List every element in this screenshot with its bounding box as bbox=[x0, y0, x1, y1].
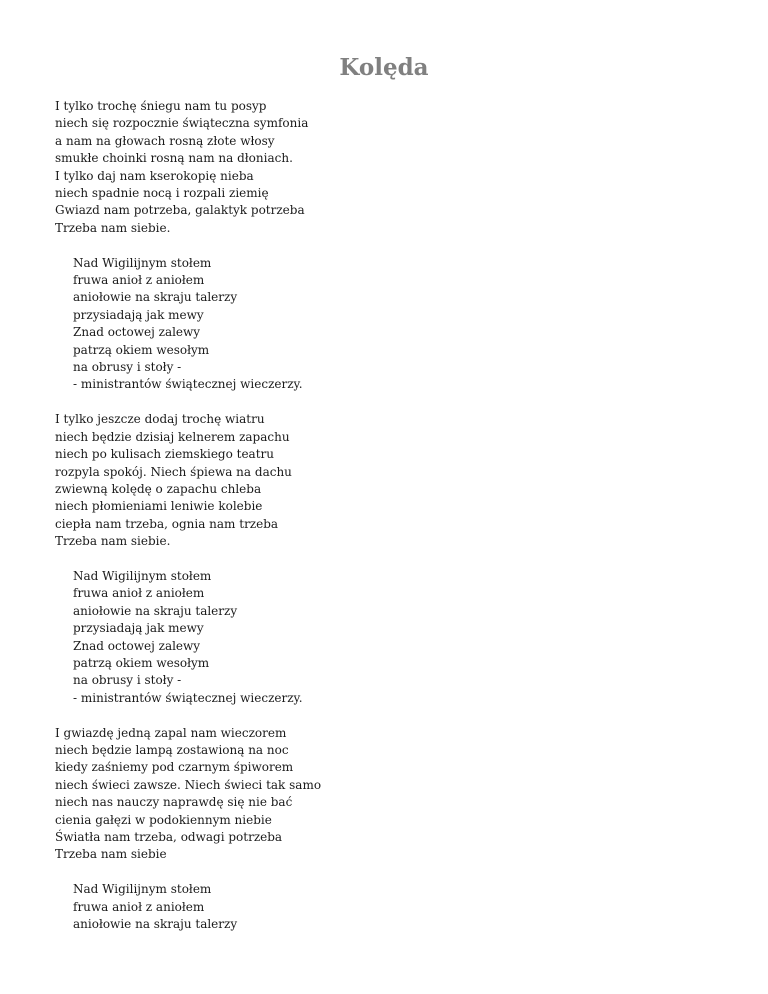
poem-line: niech się rozpocznie świąteczna symfonia bbox=[55, 116, 309, 131]
verse-stanza bbox=[55, 725, 735, 864]
poem-line: a nam na głowach rosną złote włosy bbox=[55, 133, 275, 148]
poem-line: Światła nam trzeba, odwagi potrzeba bbox=[55, 830, 283, 844]
refrain-stanza bbox=[55, 568, 735, 707]
poem-line: cienia gałęzi w podokiennym niebie bbox=[55, 812, 272, 827]
poem-line: fruwa anioł z aniołem bbox=[73, 273, 205, 288]
poem-line: Nad Wigilijnym stołem bbox=[73, 568, 212, 583]
poem-line: Nad Wigilijnym stołem bbox=[73, 882, 212, 897]
poem-line: przysiadają jak mewy bbox=[73, 307, 204, 322]
poem-line: Trzeba nam siebie. bbox=[55, 534, 171, 549]
poem-line: Znad octowej zalewy bbox=[73, 325, 201, 340]
verse-stanza bbox=[55, 411, 735, 550]
poem-line: I tylko jeszcze dodaj trochę wiatru bbox=[55, 412, 265, 427]
poem-line: aniołowie na skraju talerzy bbox=[73, 603, 238, 618]
poem-line: I gwiazdę jedną zapal nam wieczorem bbox=[55, 725, 287, 740]
poem-line: smukłe choinki rosną nam na dłoniach. bbox=[55, 151, 293, 166]
poem-line: zwiewną kolędę o zapachu chleba bbox=[55, 481, 262, 496]
poem-line: rozpyla spokój. Niech śpiewa na dachu bbox=[55, 464, 292, 479]
poem-line: przysiadają jak mewy bbox=[73, 621, 204, 636]
poem-line: niech płomieniami leniwie kolebie bbox=[55, 499, 263, 514]
poem-line: na obrusy i stoły - bbox=[73, 673, 182, 688]
poem-line: Znad octowej zalewy bbox=[73, 638, 201, 653]
poem-line: aniołowie na skraju talerzy bbox=[73, 290, 238, 305]
poem-line: niech po kulisach ziemskiego teatru bbox=[55, 447, 274, 462]
poem-body bbox=[55, 98, 735, 951]
page-title: Kolęda bbox=[339, 54, 429, 81]
poem-line: patrzą okiem wesołym bbox=[73, 342, 210, 357]
poem-line: Gwiazd nam potrzeba, galaktyk potrzeba bbox=[55, 203, 305, 218]
poem-line: niech będzie lampą zostawioną na noc bbox=[55, 742, 289, 757]
poem-line: Trzeba nam siebie bbox=[55, 847, 167, 862]
poem-line: aniołowie na skraju talerzy bbox=[73, 917, 238, 932]
poem-line: Nad Wigilijnym stołem bbox=[73, 255, 212, 270]
poem-line: Trzeba nam siebie. bbox=[55, 220, 171, 235]
refrain-stanza bbox=[55, 881, 735, 933]
poem-line: niech spadnie nocą i rozpali ziemię bbox=[55, 186, 269, 201]
verse-stanza bbox=[55, 98, 735, 237]
refrain-stanza bbox=[55, 255, 735, 394]
poem-line: patrzą okiem wesołym bbox=[73, 655, 210, 670]
poem-line: I tylko trochę śniegu nam tu posyp bbox=[55, 99, 267, 113]
poem-line: fruwa anioł z aniołem bbox=[73, 899, 205, 914]
poem-line: na obrusy i stoły - bbox=[73, 360, 182, 375]
poem-line: I tylko daj nam kserokopię nieba bbox=[55, 168, 254, 183]
poem-line: niech świeci zawsze. Niech świeci tak samo bbox=[55, 777, 322, 792]
poem-line: - ministrantów świątecznej wieczerzy. bbox=[73, 377, 303, 392]
poem-line: - ministrantów świątecznej wieczerzy. bbox=[73, 690, 303, 705]
poem-line: kiedy zaśniemy pod czarnym śpiworem bbox=[55, 760, 294, 775]
poem-line: ciepła nam trzeba, ognia nam trzeba bbox=[55, 516, 279, 531]
poem-line: fruwa anioł z aniołem bbox=[73, 586, 205, 601]
poem-line: niech będzie dzisiaj kelnerem zapachu bbox=[55, 429, 290, 444]
poem-line: niech nas nauczy naprawdę się nie bać bbox=[55, 795, 293, 810]
